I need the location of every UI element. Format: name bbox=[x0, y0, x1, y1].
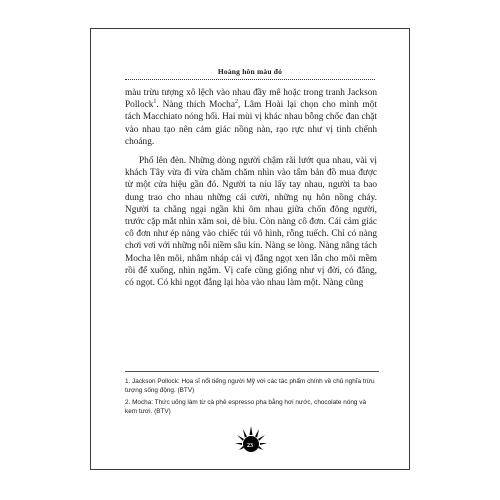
paragraph-1-text-a: màu trừu tượng xô lệch vào nhau đầy mê hoặc trong tranh Jackson Pollock bbox=[125, 88, 377, 111]
running-header-title: Hoàng hôn màu đỏ bbox=[217, 67, 283, 76]
paragraph-1 bbox=[125, 87, 377, 148]
paragraph-2: Phố lên đèn. Những dòng người chậm rãi lướt qua nhau, vài vị khách Tây vừa đi vừa chăm chăm nhìn vào tấm bản đồ mua được từ một cửa hiệu gần đó. Người ta níu lấy tay nhau, người ta bao dung trao cho nhau những cái cười, những nụ hôn nồng cháy. Người ta chẳng ngại ngần khi ôm nhau giữa chốn đông người, trước cặp mắt nhìn xăm soi, dè bỉu. Còn nàng cô đơn. Cái cảm giác cô đơn như ép nàng vào chiếc túi vô hình, rỗng tuếch. Chỉ có nàng chơi vơi với những nỗi niềm sâu kín. Nàng se lòng. Nàng nâng tách Mocha lên môi, nhâm nháp cái vị đắng ngọt xen lẫn cho môi mềm rồi để xuống, nhìn ngắm. Vị cafe cũng giống như vị đời, có đắng, có ngọt. Có khi ngọt đắng lại hòa vào nhau làm một. Nàng cũng bbox=[125, 156, 377, 289]
book-page bbox=[90, 28, 410, 470]
footnote-ref-2: 2 bbox=[234, 99, 238, 106]
paragraph-1-text-b: . Nàng thích Mocha bbox=[156, 100, 235, 111]
running-header bbox=[91, 67, 409, 76]
footnote-1: 1. Jackson Pollock: Họa sĩ nổi tiếng người Mỹ với các tác phẩm chính về chủ nghĩa trừu tượng sống động. (BTV) bbox=[125, 378, 375, 394]
footnote-ref-1: 1 bbox=[153, 99, 157, 106]
footnote-divider bbox=[125, 371, 379, 372]
footnote-2: 2. Mocha: Thức uống làm từ cà phê espresso pha bằng hơi nước, chocolate nóng và kem tươi. (BTV) bbox=[125, 399, 367, 415]
body-text bbox=[125, 87, 377, 289]
paragraph-1-text-c: , Lâm Hoài lại chọn cho mình một tách Macchiato nóng hổi. Hai mùi vị khác nhau bỗng chốc đan chặt vào nhau tạo nên cảm giác nồng nàn, rạo rực như vị tình chếnh choáng. bbox=[125, 100, 377, 147]
page-number: 23 bbox=[247, 443, 253, 449]
footnotes bbox=[125, 377, 379, 419]
header-divider bbox=[125, 79, 375, 80]
